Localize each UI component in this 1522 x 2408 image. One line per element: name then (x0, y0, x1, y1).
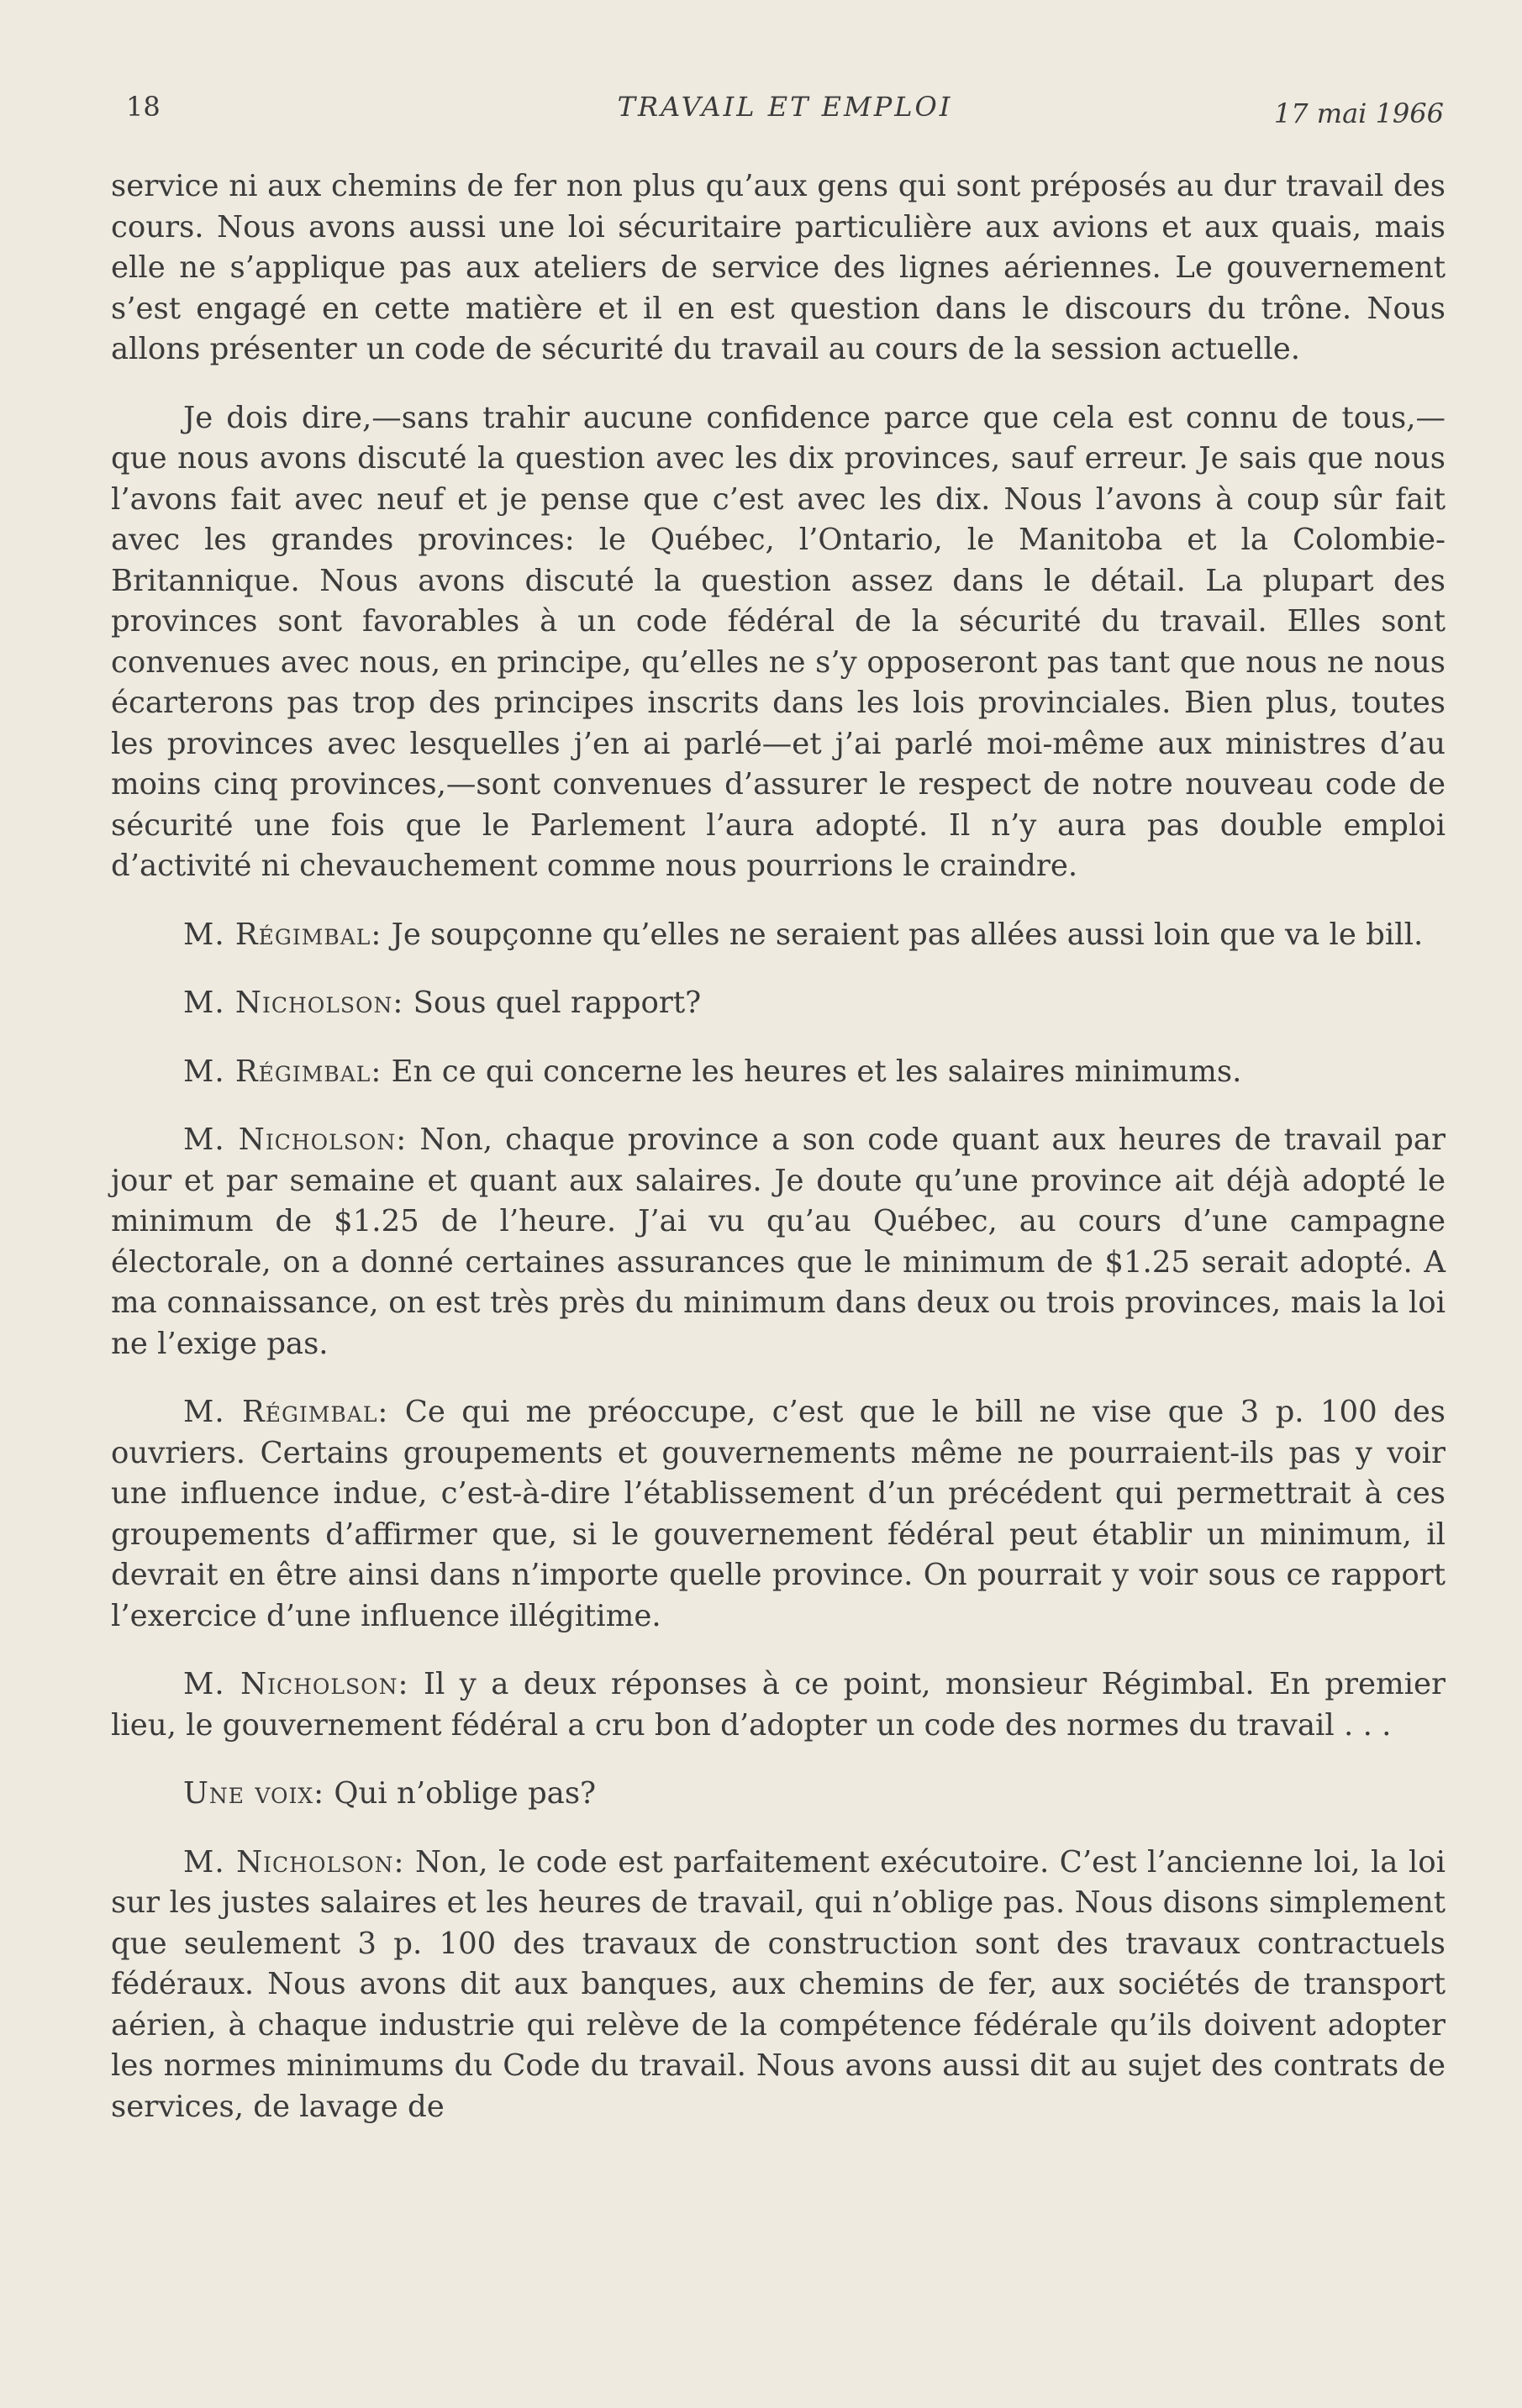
paragraph-text: service ni aux chemins de fer non plus qu’aux gens qui sont préposés au dur travail des cours. Nous avons aussi une loi sécuritaire particulière aux avions et aux quais, mais elle ne s’applique pas aux ateliers de service des lignes aériennes. Le gouvernement s’est engagé en cette matière et il en est question dans le discours du trône. Nous allons présenter un code de sécurité du travail au cours de la session actuelle. (111, 169, 1446, 366)
speech-paragraph (111, 915, 1446, 956)
speech-text: Non, chaque province a son code quant aux heures de travail par jour et par semaine et quant aux salaires. Je doute qu’une province ait déjà adopté le minimum de $1.25 de l’heure. J’ai vu qu’au Québec, au cours d’une campagne électorale, on a donné certaines assurances que le minimum de $1.25 serait adopté. A ma connaissance, on est très près du minimum dans deux ou trois provinces, mais la loi ne l’exige pas. (111, 1123, 1446, 1361)
speaker-name: M. Nicholson: (183, 1844, 405, 1880)
speaker-name: M. Régimbal: (183, 1395, 389, 1429)
speaker-name: M. Nicholson: (183, 986, 404, 1020)
speech-text: En ce qui concerne les heures et les salaires minimums. (391, 1054, 1242, 1089)
running-date: 17 mai 1966 (1273, 97, 1444, 129)
speech-paragraph (111, 983, 1446, 1024)
body-text (111, 166, 1446, 2155)
paragraph-text: Je dois dire,—sans trahir aucune confidence parce que cela est connu de tous,—que nous avons discuté la question avec les dix provinces, sauf erreur. Je sais que nous l’avons fait avec neuf et je pense que c’est avec les dix. Nous l’avons à coup sûr fait avec les grandes provinces: le Québec, l’Ontario, le Manitoba et la Colombie-Britannique. Nous avons discuté la question assez dans le détail. La plupart des provinces sont favorables à un code fédéral de la sécurité du travail. Elles sont convenues avec nous, en principe, qu’elles ne s’y opposeront pas tant que nous ne nous écarterons pas trop des principes inscrits dans les lois provinciales. Bien plus, toutes les provinces avec lesquelles j’en ai parlé—et j’ai parlé moi-même aux ministres d’au moins cinq provinces,—sont convenues d’assurer le respect de notre nouveau code de sécurité une fois que le Parlement l’aura adopté. Il n’y aura pas double emploi d’activité ni chevauchement comme nous pourrions le craindre. (111, 400, 1446, 883)
speech-paragraph (111, 1664, 1446, 1746)
running-head (126, 91, 1444, 133)
speaker-name: M. Nicholson: (183, 1123, 408, 1157)
speech-text: Je soupçonne qu’elles ne seraient pas allées aussi loin que va le bill. (391, 917, 1424, 952)
speech-text: Qui n’oblige pas? (334, 1776, 597, 1811)
speech-text: Il y a deux réponses à ce point, monsieur Régimbal. En premier lieu, le gouvernement fédéral a cru bon d’adopter un code des normes du travail . . . (111, 1667, 1446, 1743)
paragraph (111, 166, 1446, 371)
page-number: 18 (126, 91, 161, 123)
speech-paragraph (111, 1774, 1446, 1815)
speaker-name: M. Régimbal: (183, 917, 382, 952)
speech-text: Non, le code est parfaitement exécutoire. C’est l’ancienne loi, la loi sur les justes salaires et les heures de travail, qui n’oblige pas. Nous disons simplement que seulement 3 p. 100 des travaux de construction sont des travaux contractuels fédéraux. Nous avons dit aux banques, aux chemins de fer, aux sociétés de transport aérien, à chaque industrie qui relève de la compétence fédérale qu’ils doivent adopter les normes minimums du Code du travail. Nous avons aussi dit au sujet des contrats de services, de lavage de (111, 1844, 1446, 2124)
speech-text: Sous quel rapport? (413, 986, 702, 1020)
speaker-name: M. Régimbal: (183, 1054, 382, 1089)
speech-paragraph (111, 1843, 1446, 2128)
paragraph (111, 398, 1446, 887)
speech-paragraph (111, 1052, 1446, 1093)
speech-paragraph (111, 1392, 1446, 1637)
speaker-name: M. Nicholson: (183, 1667, 409, 1701)
speech-paragraph (111, 1120, 1446, 1364)
running-title: TRAVAIL ET EMPLOI (617, 91, 953, 123)
speaker-name: Une voix: (183, 1776, 325, 1811)
speech-text: Ce qui me préoccupe, c’est que le bill ne vise que 3 p. 100 des ouvriers. Certains groupements et gouvernements même ne pourraient-ils pas y voir une influence indue, c’est-à-dire l’établissement d’un précédent qui permettrait à ces groupements d’affirmer que, si le gouvernement fédéral peut établir un minimum, il devrait en être ainsi dans n’importe quelle province. On pourrait y voir sous ce rapport l’exercice d’une influence illégitime. (111, 1395, 1446, 1633)
